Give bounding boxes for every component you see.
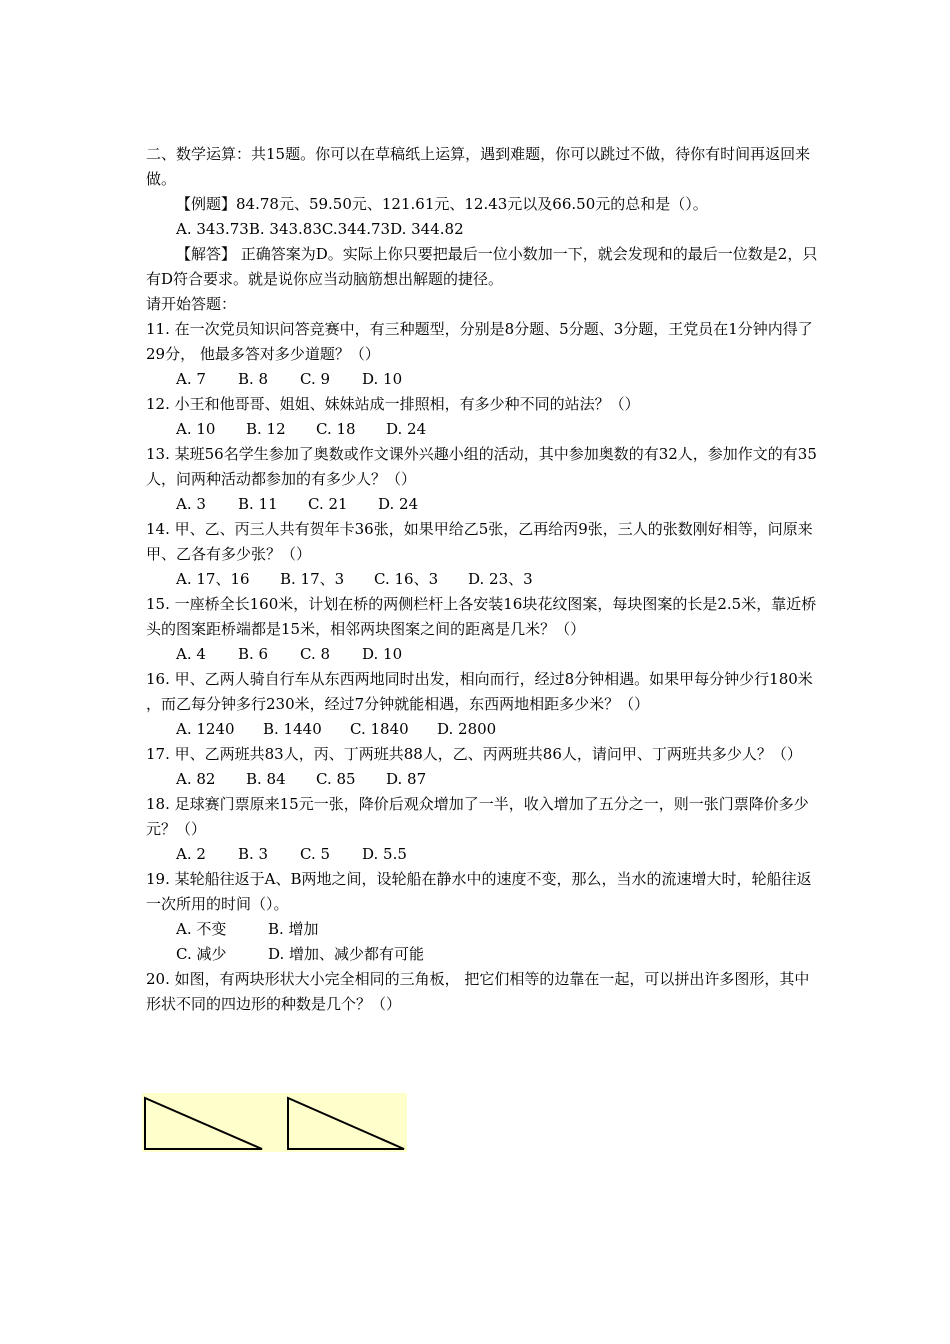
question-19-options-row-1 xyxy=(146,917,818,942)
triangle-right xyxy=(288,1098,404,1149)
option-b: B. 6 xyxy=(238,645,269,663)
question-19-stem: 19. 某轮船往返于A、B两地之间，设轮船在静水中的速度不变，那么，当水的流速增大时，轮船往返一次所用的时间（）。 xyxy=(146,870,812,913)
question-19-options-row-2 xyxy=(146,942,818,967)
option-c: C. 16、3 xyxy=(374,570,439,588)
option-c: C. 5 xyxy=(300,845,331,863)
question-17-options xyxy=(146,767,818,792)
example-question: 【例题】84.78元、59.50元、121.61元、12.43元以及66.50元的总和是（）。 xyxy=(176,195,708,213)
triangles-diagram xyxy=(142,1093,407,1152)
option-d: D. 87 xyxy=(386,770,427,788)
triangle-figure xyxy=(142,1093,407,1152)
question-11-stem: 11. 在一次党员知识问答竞赛中，有三种题型，分别是8分题、5分题、3分题，王党员在1分钟内得了29分， 他最多答对多少道题？（） xyxy=(146,320,813,363)
option-d: D. 5.5 xyxy=(362,845,407,863)
question-14-options xyxy=(146,567,818,592)
option-b: B. 84 xyxy=(246,770,286,788)
option-a: A. 82 xyxy=(176,770,216,788)
option-c: C. 18 xyxy=(316,420,356,438)
option-d: D. 2800 xyxy=(437,720,497,738)
triangle-left xyxy=(145,1098,262,1149)
option-d: D. 10 xyxy=(362,370,403,388)
option-a: A. 4 xyxy=(176,645,206,663)
option-b: B. 12 xyxy=(246,420,286,438)
option-b: B. 11 xyxy=(238,495,278,513)
question-20-stem: 20. 如图，有两块形状大小完全相同的三角板， 把它们相等的边靠在一起，可以拼出许多图形，其中形状不同的四边形的种数是几个？（） xyxy=(146,970,810,1013)
option-c: C. 减少 xyxy=(176,945,227,963)
question-12-stem: 12. 小王和他哥哥、姐姐、妹妹站成一排照相，有多少种不同的站法？（） xyxy=(146,395,640,413)
question-15-options xyxy=(146,642,818,667)
option-c: C. 21 xyxy=(308,495,348,513)
option-b: B. 1440 xyxy=(263,720,322,738)
question-16-stem: 16. 甲、乙两人骑自行车从东西两地同时出发，相向而行，经过8分钟相遇。如果甲每分钟少行180米，而乙每分钟多行230米，经过7分钟就能相遇，东西两地相距多少米？（） xyxy=(146,670,813,713)
question-17-stem: 17. 甲、乙两班共83人，丙、丁两班共88人，乙、丙两班共86人，请问甲、丁两班共多少人？（） xyxy=(146,745,802,763)
option-a: A. 不变 xyxy=(176,920,227,938)
example-options: A. 343.73B. 343.83C.344.73D. 344.82 xyxy=(176,220,464,238)
option-d: D. 10 xyxy=(362,645,403,663)
option-c: C. 1840 xyxy=(350,720,409,738)
start-prompt: 请开始答题： xyxy=(146,295,237,313)
question-18-stem: 18. 足球赛门票原来15元一张，降价后观众增加了一半，收入增加了五分之一，则一张门票降价多少元？（） xyxy=(146,795,809,838)
question-13-stem: 13. 某班56名学生参加了奥数或作文课外兴趣小组的活动，其中参加奥数的有32人，参加作文的有35人，问两种活动都参加的有多少人？（） xyxy=(146,445,817,488)
option-c: C. 8 xyxy=(300,645,331,663)
option-b: B. 8 xyxy=(238,370,269,388)
option-d: D. 24 xyxy=(378,495,419,513)
question-16-options xyxy=(146,717,818,742)
option-a: A. 3 xyxy=(176,495,206,513)
option-a: A. 17、16 xyxy=(176,570,250,588)
option-b: B. 3 xyxy=(238,845,269,863)
question-18-options xyxy=(146,842,818,867)
document-body xyxy=(146,142,818,1017)
question-13-options xyxy=(146,492,818,517)
option-a: A. 1240 xyxy=(176,720,235,738)
question-15-stem: 15. 一座桥全长160米，计划在桥的两侧栏杆上各安装16块花纹图案，每块图案的长是2.5米，靠近桥头的图案距桥端都是15米，相邻两块图案之间的距离是几米？（） xyxy=(146,595,817,638)
question-12-options xyxy=(146,417,818,442)
option-d: D. 23、3 xyxy=(468,570,533,588)
option-c: C. 9 xyxy=(300,370,331,388)
option-a: A. 10 xyxy=(176,420,216,438)
section-intro: 二、数学运算：共15题。你可以在草稿纸上运算，遇到难题，你可以跳过不做，待你有时间再返回来做。 xyxy=(146,145,811,188)
question-14-stem: 14. 甲、乙、丙三人共有贺年卡36张，如果甲给乙5张，乙再给丙9张，三人的张数刚好相等，问原来甲、乙各有多少张？（） xyxy=(146,520,813,563)
example-answer: 【解答】 正确答案为D。实际上你只要把最后一位小数加一下，就会发现和的最后一位数是2，只有D符合要求。就是说你应当动脑筋想出解题的捷径。 xyxy=(146,245,818,288)
option-b: B. 增加 xyxy=(268,920,319,938)
question-11-options xyxy=(146,367,818,392)
option-a: A. 7 xyxy=(176,370,206,388)
option-d: D. 24 xyxy=(386,420,427,438)
option-d: D. 增加、减少都有可能 xyxy=(268,945,425,963)
option-c: C. 85 xyxy=(316,770,356,788)
option-a: A. 2 xyxy=(176,845,206,863)
option-b: B. 17、3 xyxy=(280,570,345,588)
